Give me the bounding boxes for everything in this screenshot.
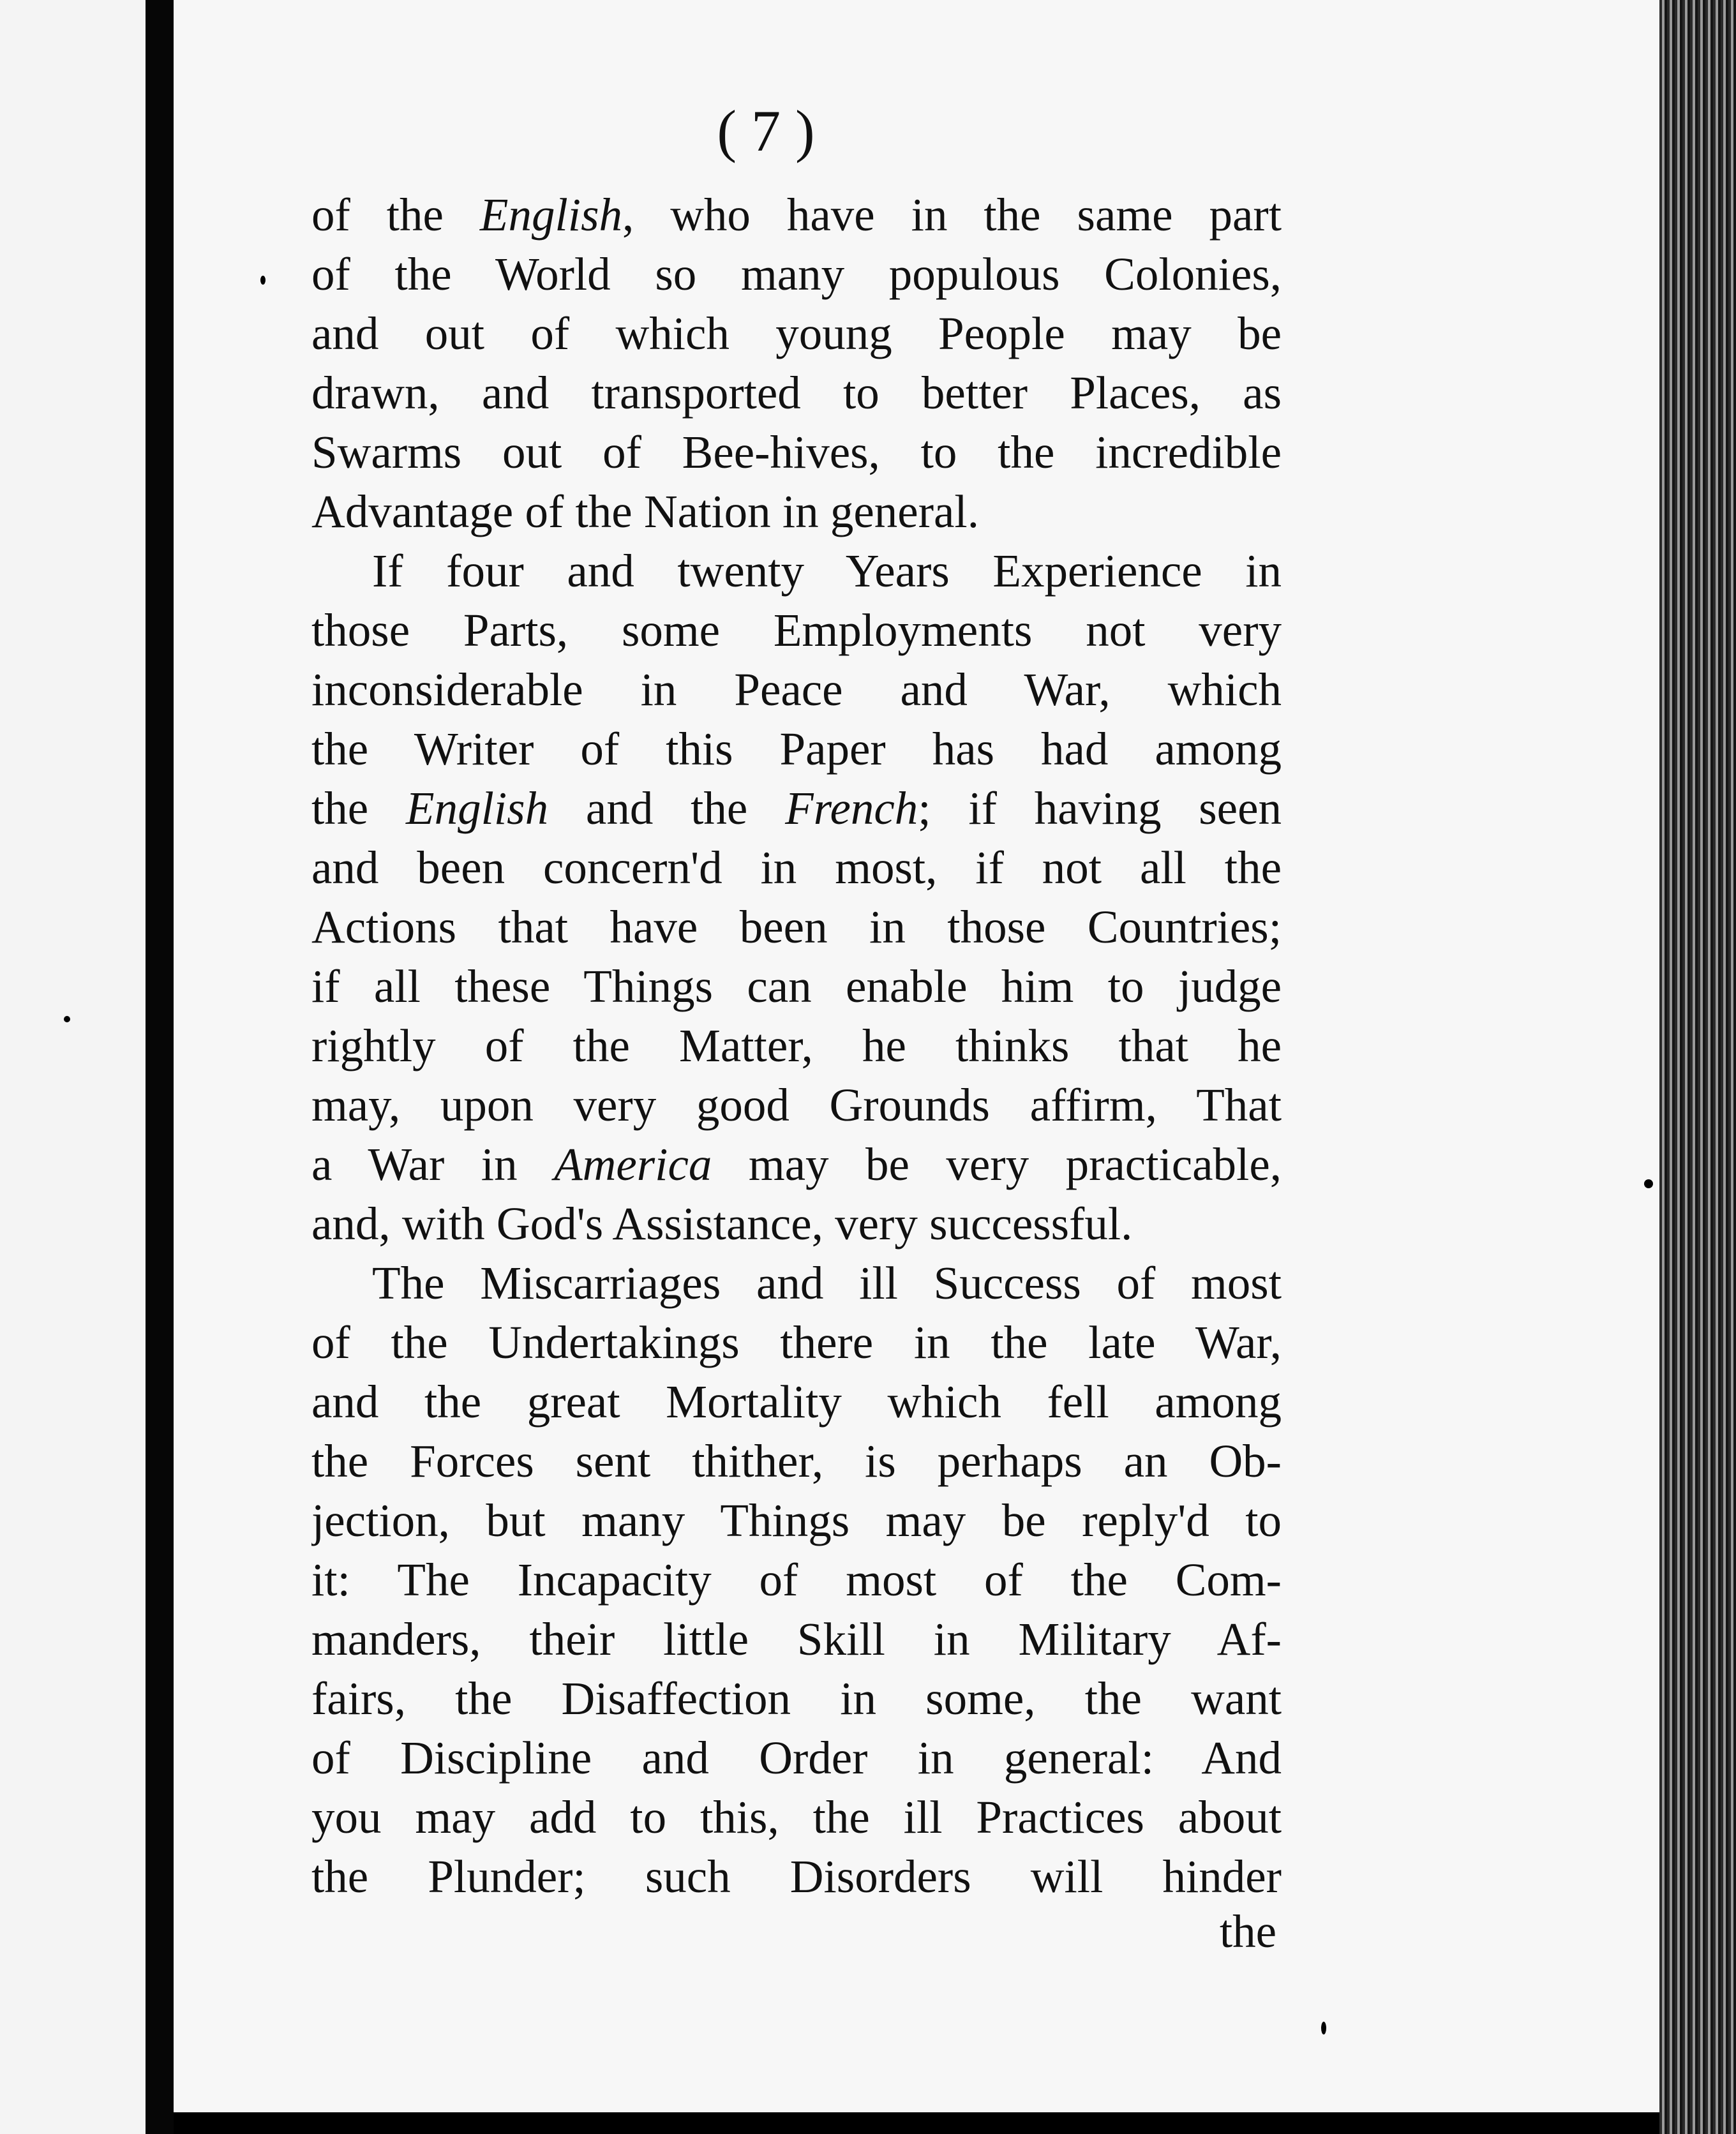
- page-edges: [1659, 0, 1736, 2134]
- italic-word: English: [406, 782, 549, 834]
- text-line: [311, 779, 1282, 838]
- text-line: [311, 363, 1282, 422]
- facing-page-edge: [0, 0, 146, 2134]
- text-run: a War in: [311, 1138, 555, 1190]
- text-run: those Parts, some Employments not very: [311, 604, 1282, 656]
- text-run: the Writer of this Paper has had among: [311, 723, 1282, 775]
- italic-word: English: [479, 189, 622, 241]
- text-run: the Forces sent thither, is perhaps an Ob-: [311, 1435, 1282, 1487]
- page-number: ( 7 ): [717, 98, 815, 163]
- text-run: of the Undertakings there in the late War,: [311, 1317, 1282, 1368]
- ink-speck: [64, 1016, 70, 1022]
- text-run: Advantage of the Nation in general.: [311, 486, 979, 537]
- text-line: [311, 1787, 1282, 1847]
- text-run: fairs, the Disaffection in some, the want: [311, 1673, 1282, 1724]
- text-line: [311, 1431, 1282, 1491]
- text-run: and the: [548, 782, 786, 834]
- text-run: and, with God's Assistance, very successful.: [311, 1198, 1133, 1250]
- text-line: [311, 1194, 1282, 1253]
- body-text: [311, 185, 1282, 1906]
- text-line: [311, 1075, 1282, 1135]
- ink-speck: [260, 276, 266, 285]
- text-line: [311, 1135, 1282, 1194]
- text-line: [311, 601, 1282, 660]
- bottom-shadow: [174, 2112, 1659, 2134]
- text-run: you may add to this, the ill Practices about: [311, 1791, 1282, 1843]
- text-line: [311, 1669, 1282, 1728]
- text-run: if all these Things can enable him to judge: [311, 960, 1282, 1012]
- ink-speck: [1644, 1179, 1653, 1188]
- text-run: and been concern'd in most, if not all the: [311, 842, 1282, 893]
- text-line: [311, 838, 1282, 897]
- text-line: [311, 1609, 1282, 1669]
- text-run: Swarms out of Bee-hives, to the incredible: [311, 426, 1282, 478]
- text-run: inconsiderable in Peace and War, which: [311, 664, 1282, 715]
- text-run: If four and twenty Years Experience in: [372, 545, 1282, 597]
- text-run: and out of which young People may be: [311, 308, 1282, 359]
- catchword: the: [1219, 1906, 1276, 1957]
- text-run: the: [311, 782, 407, 834]
- text-run: The Miscarriages and ill Success of most: [372, 1257, 1282, 1309]
- text-line: [311, 541, 1282, 601]
- text-line: [311, 1313, 1282, 1372]
- text-line: [311, 1728, 1282, 1787]
- text-run: the Plunder; such Disorders will hinder: [311, 1851, 1282, 1902]
- text-line: [311, 1253, 1282, 1313]
- ink-speck: [1321, 2022, 1326, 2034]
- text-line: [311, 897, 1282, 957]
- text-run: ; if having seen: [918, 782, 1282, 834]
- text-line: [311, 1016, 1282, 1075]
- text-run: may, upon very good Grounds affirm, That: [311, 1079, 1282, 1131]
- text-line: [311, 1847, 1282, 1906]
- text-line: [311, 1372, 1282, 1431]
- text-line: [311, 244, 1282, 304]
- text-line: [311, 957, 1282, 1016]
- text-line: [311, 185, 1282, 244]
- text-run: jection, but many Things may be reply'd to: [311, 1495, 1282, 1546]
- text-run: drawn, and transported to better Places, as: [311, 367, 1282, 419]
- italic-word: French: [785, 782, 918, 834]
- text-line: [311, 719, 1282, 779]
- text-run: and the great Mortality which fell among: [311, 1376, 1282, 1428]
- text-run: of the: [311, 189, 480, 241]
- text-run: Actions that have been in those Countries;: [311, 901, 1282, 953]
- text-run: of the World so many populous Colonies,: [311, 248, 1282, 300]
- text-line: [311, 482, 1282, 541]
- text-line: [311, 304, 1282, 363]
- book-gutter: [146, 0, 174, 2134]
- text-run: it: The Incapacity of most of the Com-: [311, 1554, 1282, 1606]
- text-line: [311, 1491, 1282, 1550]
- text-run: manders, their little Skill in Military Af-: [311, 1613, 1282, 1665]
- text-run: rightly of the Matter, he thinks that he: [311, 1020, 1282, 1071]
- text-run: of Discipline and Order in general: And: [311, 1732, 1282, 1784]
- text-line: [311, 422, 1282, 482]
- text-run: , who have in the same part: [622, 189, 1282, 241]
- text-run: may be very practicable,: [712, 1138, 1282, 1190]
- text-line: [311, 660, 1282, 719]
- italic-word: America: [554, 1138, 712, 1190]
- text-line: [311, 1550, 1282, 1609]
